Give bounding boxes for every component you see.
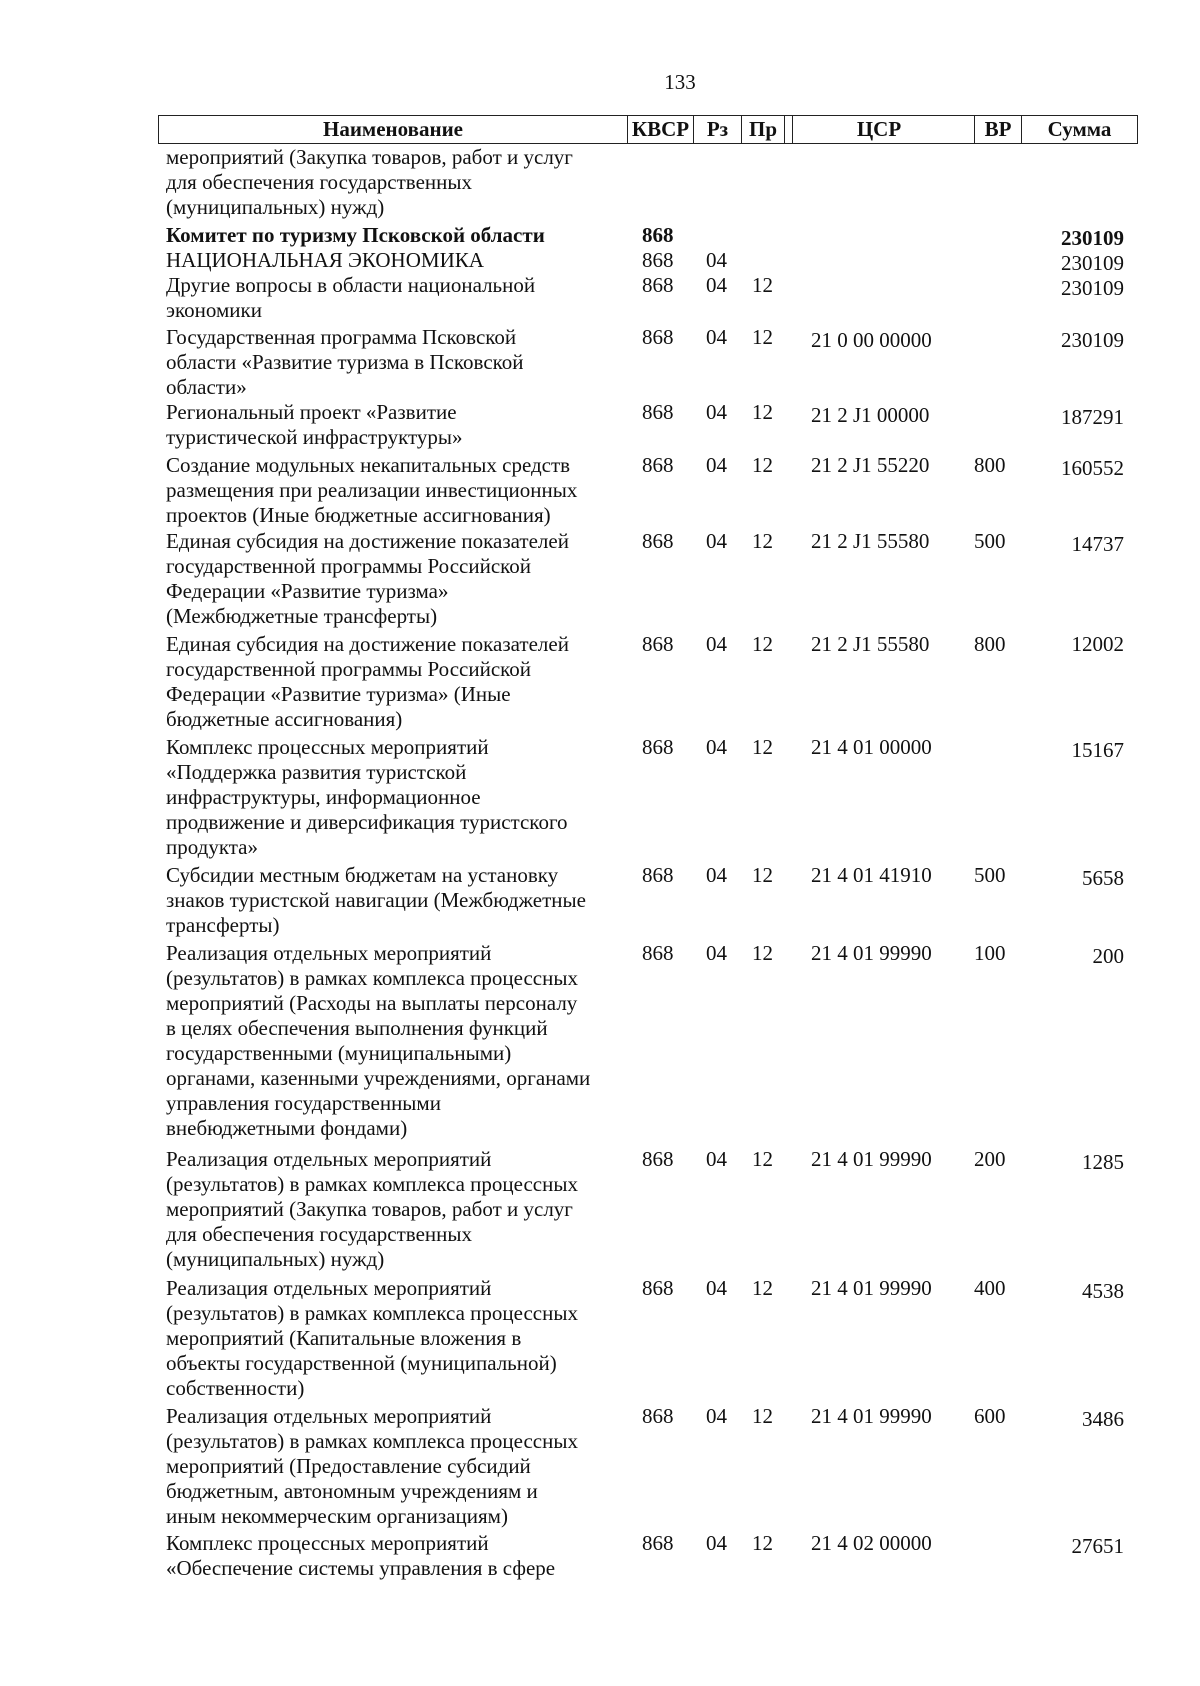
row-kvsr: 868: [642, 273, 674, 297]
row-rz: 04: [706, 325, 727, 349]
row-sum: 14737: [1071, 532, 1124, 556]
row-sum: 4538: [1082, 1279, 1124, 1303]
row-name: НАЦИОНАЛЬНАЯ ЭКОНОМИКА: [166, 248, 484, 272]
row-kvsr: 868: [642, 325, 674, 349]
row-rz: 04: [706, 273, 727, 297]
row-csr: 21 4 01 99990: [811, 1147, 932, 1171]
row-rz: 04: [706, 1531, 727, 1555]
row-csr: 21 2 J1 55580: [811, 632, 930, 656]
header-rz: Рз: [693, 116, 741, 143]
row-csr: 21 2 J1 55220: [811, 453, 930, 477]
row-sum: 200: [1092, 944, 1124, 968]
row-rz: 04: [706, 632, 727, 656]
row-kvsr: 868: [642, 863, 674, 887]
header-pr: Пр: [741, 116, 784, 143]
row-name: Реализация отдельных мероприятий (результатов) в рамках комплекса процессных мероприятий (Капитальные вложения в объекты государственной (муниципальной) собственности): [166, 1276, 578, 1400]
header-kvsr: КВСР: [627, 116, 693, 143]
row-sum: 1285: [1082, 1150, 1124, 1174]
row-vr: 200: [974, 1147, 1006, 1171]
row-sum: 230109: [1061, 226, 1124, 250]
row-pr: 12: [752, 1404, 773, 1428]
row-pr: 12: [752, 1276, 773, 1300]
row-pr: 12: [752, 863, 773, 887]
row-kvsr: 868: [642, 248, 674, 272]
header-csr: ЦСР: [856, 117, 902, 141]
row-csr: 21 4 02 00000: [811, 1531, 932, 1555]
row-rz: 04: [706, 1147, 727, 1171]
row-pr: 12: [752, 941, 773, 965]
row-pr: 12: [752, 735, 773, 759]
row-name: Комплекс процессных мероприятий «Обеспечение системы управления в сфере: [166, 1531, 556, 1580]
row-csr: 21 4 01 99990: [811, 1276, 932, 1300]
row-rz: 04: [706, 453, 727, 477]
row-sum: 5658: [1082, 866, 1124, 890]
row-sum: 27651: [1071, 1534, 1124, 1558]
row-csr: 21 4 01 99990: [811, 1404, 932, 1428]
row-kvsr: 868: [642, 453, 674, 477]
row-name: Единая субсидия на достижение показателей государственной программы Российской Федерации «Развитие туризма» (Иные бюджетные ассигнования): [166, 632, 569, 731]
row-name: Государственная программа Псковской области «Развитие туризма в Псковской области»: [166, 325, 524, 399]
row-pr: 12: [752, 529, 773, 553]
row-vr: 800: [974, 632, 1006, 656]
row-name: мероприятий (Закупка товаров, работ и услуг для обеспечения государственных (муниципальных) нужд): [166, 145, 573, 219]
row-rz: 04: [706, 863, 727, 887]
row-name: Субсидии местным бюджетам на установку знаков туристской навигации (Межбюджетные трансферты): [166, 863, 586, 937]
row-vr: 400: [974, 1276, 1006, 1300]
row-kvsr: 868: [642, 400, 674, 424]
row-vr: 600: [974, 1404, 1006, 1428]
header-vr: ВР: [974, 116, 1021, 143]
row-vr: 500: [974, 863, 1006, 887]
row-csr: 21 4 01 00000: [811, 735, 932, 759]
row-kvsr: 868: [642, 529, 674, 553]
row-csr: 21 2 J1 00000: [811, 403, 930, 427]
row-sum: 230109: [1061, 251, 1124, 275]
row-kvsr: 868: [642, 632, 674, 656]
table-header: [158, 115, 1138, 144]
row-pr: 12: [752, 1147, 773, 1171]
row-kvsr: 868: [642, 1404, 674, 1428]
row-name: Комитет по туризму Псковской области: [166, 223, 545, 247]
row-name: Реализация отдельных мероприятий (результатов) в рамках комплекса процессных мероприятий (Закупка товаров, работ и услуг для обеспечения государственных (муниципальных) нужд): [166, 1147, 578, 1271]
row-name: Региональный проект «Развитие туристической инфраструктуры»: [166, 400, 463, 449]
row-vr: 800: [974, 453, 1006, 477]
row-name: Единая субсидия на достижение показателей государственной программы Российской Федерации «Развитие туризма» (Межбюджетные трансферты): [166, 529, 569, 628]
row-name: Реализация отдельных мероприятий (результатов) в рамках комплекса процессных мероприятий (Предоставление субсидий бюджетным, автономным учреждениям и иным некоммерческим организациям): [166, 1404, 578, 1528]
row-rz: 04: [706, 735, 727, 759]
page-number: 133: [664, 70, 696, 94]
row-rz: 04: [706, 1404, 727, 1428]
row-rz: 04: [706, 941, 727, 965]
row-csr: 21 0 00 00000: [811, 328, 932, 352]
row-sum: 15167: [1071, 738, 1124, 762]
row-csr: 21 4 01 99990: [811, 941, 932, 965]
row-pr: 12: [752, 632, 773, 656]
row-rz: 04: [706, 248, 727, 272]
row-pr: 12: [752, 453, 773, 477]
header-sum: Сумма: [1021, 116, 1137, 143]
row-pr: 12: [752, 400, 773, 424]
row-kvsr: 868: [642, 1531, 674, 1555]
row-name: Реализация отдельных мероприятий (результатов) в рамках комплекса процессных мероприятий (Расходы на выплаты персоналу в целях обеспечения выполнения функций государственными (муниципальными) органами, казенными учреждениями, органами управления государственными внебюджетными фондами): [166, 941, 591, 1140]
row-sum: 12002: [1071, 632, 1124, 656]
row-rz: 04: [706, 529, 727, 553]
row-name: Комплекс процессных мероприятий «Поддержка развития туристской инфраструктуры, информационное продвижение и диверсификация туристского продукта»: [166, 735, 568, 859]
row-pr: 12: [752, 1531, 773, 1555]
header-name: Наименование: [323, 117, 463, 141]
row-vr: 100: [974, 941, 1006, 965]
row-pr: 12: [752, 325, 773, 349]
row-sum: 230109: [1061, 328, 1124, 352]
row-sum: 3486: [1082, 1407, 1124, 1431]
row-rz: 04: [706, 400, 727, 424]
row-kvsr: 868: [642, 941, 674, 965]
row-pr: 12: [752, 273, 773, 297]
row-kvsr: 868: [642, 223, 674, 247]
row-sum: 160552: [1061, 456, 1124, 480]
row-csr: 21 4 01 41910: [811, 863, 932, 887]
row-name: Другие вопросы в области национальной экономики: [166, 273, 536, 322]
row-vr: 500: [974, 529, 1006, 553]
row-kvsr: 868: [642, 1276, 674, 1300]
row-name: Создание модульных некапитальных средств размещения при реализации инвестиционных проектов (Иные бюджетные ассигнования): [166, 453, 578, 527]
row-kvsr: 868: [642, 1147, 674, 1171]
row-rz: 04: [706, 1276, 727, 1300]
row-kvsr: 868: [642, 735, 674, 759]
row-csr: 21 2 J1 55580: [811, 529, 930, 553]
row-sum: 187291: [1061, 405, 1124, 429]
row-sum: 230109: [1061, 276, 1124, 300]
